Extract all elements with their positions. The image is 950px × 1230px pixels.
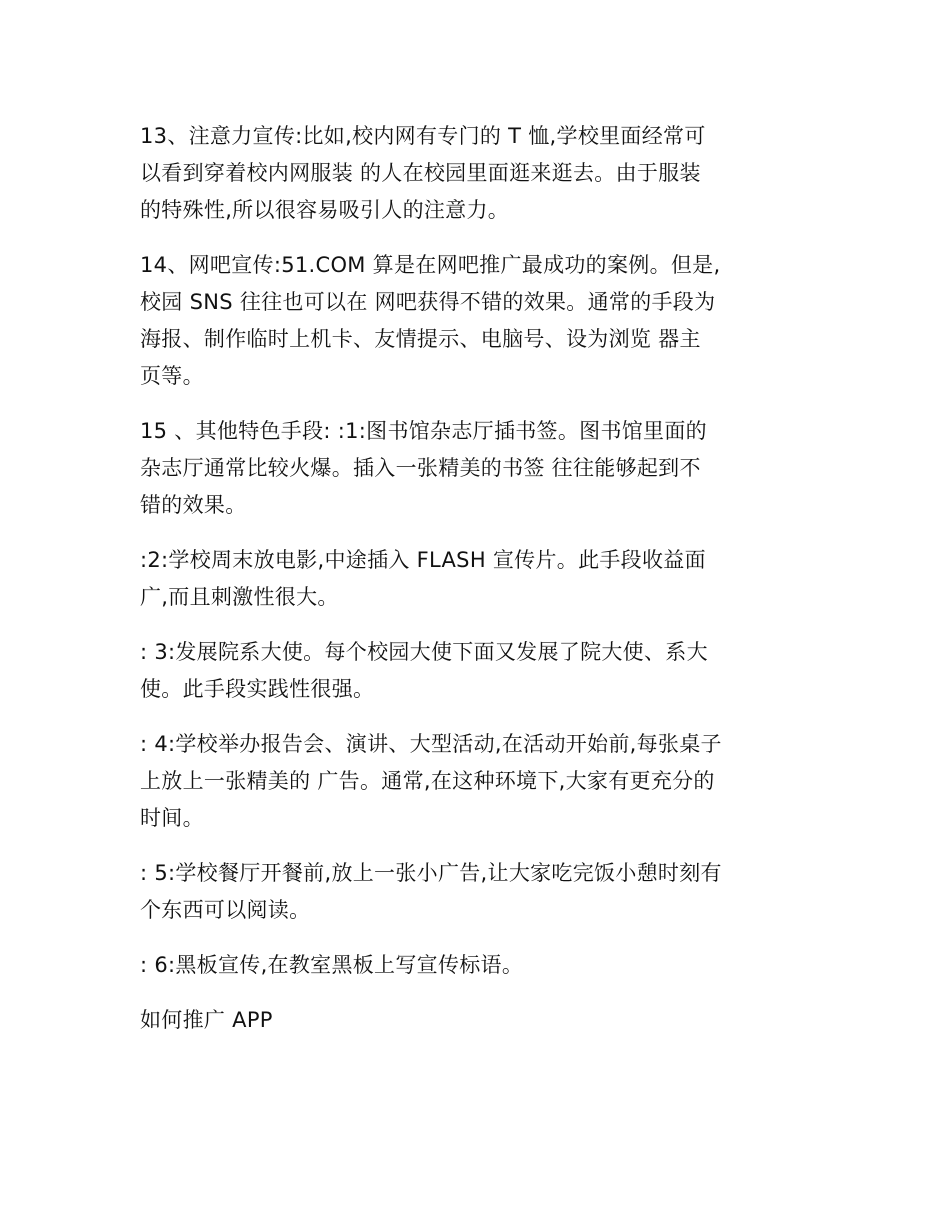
paragraph-method-6-blackboard (140, 947, 830, 984)
text-line: : 4:学校举办报告会、演讲、大型活动,在活动开始前,每张桌子 (140, 732, 722, 756)
paragraph-13-attention-promotion (140, 118, 830, 229)
text-line: 个东西可以阅读。 (140, 898, 311, 922)
text-line: 14、网吧宣传:51.COM 算是在网吧推广最成功的案例。但是, (140, 253, 721, 277)
text-line: 13、注意力宣传:比如,校内网有专门的 T 恤,学校里面经常可 (140, 124, 706, 148)
paragraph-15-other-methods (140, 413, 830, 524)
text-line: 海报、制作临时上机卡、友情提示、电脑号、设为浏览 器主 (140, 327, 701, 351)
text-line: 页等。 (140, 364, 204, 388)
text-line: : 3:发展院系大使。每个校园大使下面又发展了院大使、系大 (140, 640, 708, 664)
document-page (140, 118, 830, 1057)
paragraph-14-internet-cafe-promotion (140, 247, 830, 395)
paragraph-method-4-events (140, 726, 830, 837)
text-line: 校园 SNS 往往也可以在 网吧获得不错的效果。通常的手段为 (140, 290, 716, 314)
text-line: 时间。 (140, 806, 204, 830)
text-line: 广,而且刺激性很大。 (140, 585, 339, 609)
text-line: 以看到穿着校内网服装 的人在校园里面逛来逛去。由于服装 (140, 161, 701, 185)
text-line: 使。此手段实践性很强。 (140, 677, 375, 701)
text-line: 的特殊性,所以很容易吸引人的注意力。 (140, 198, 510, 222)
paragraph-method-2-movie (140, 542, 830, 616)
paragraph-method-5-canteen (140, 855, 830, 929)
text-line: 上放上一张精美的 广告。通常,在这种环境下,大家有更充分的 (140, 769, 715, 793)
text-line: : 5:学校餐厅开餐前,放上一张小广告,让大家吃完饭小憩时刻有 (140, 861, 722, 885)
text-line: 杂志厅通常比较火爆。插入一张精美的书签 往往能够起到不 (140, 456, 701, 480)
text-line: :2:学校周末放电影,中途插入 FLASH 宣传片。此手段收益面 (140, 548, 706, 572)
text-line: 15 、其他特色手段: :1:图书馆杂志厅插书签。图书馆里面的 (140, 419, 707, 443)
paragraph-method-3-ambassador (140, 634, 830, 708)
section-heading: 如何推广 APP (140, 1008, 273, 1032)
text-line: : 6:黑板宣传,在教室黑板上写宣传标语。 (140, 953, 524, 977)
text-line: 错的效果。 (140, 493, 247, 517)
